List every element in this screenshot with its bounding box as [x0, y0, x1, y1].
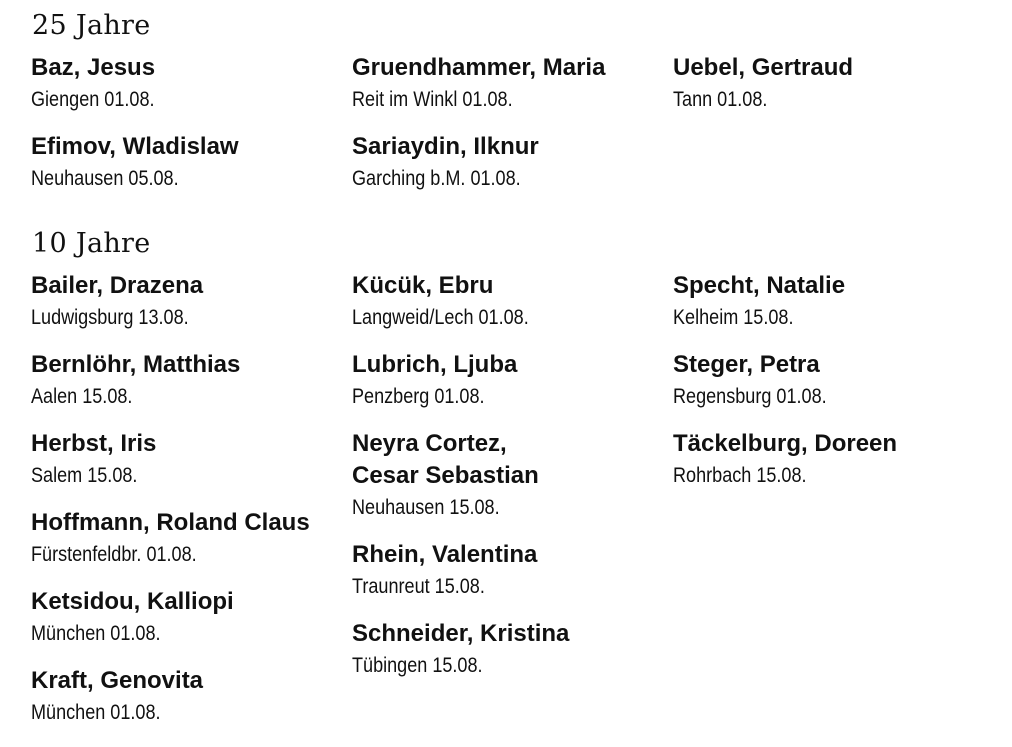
list-item — [31, 52, 351, 116]
employee-detail: Penzberg 01.08. — [352, 385, 485, 408]
employee-name: Efimov, Wladislaw — [31, 133, 239, 160]
list-item — [352, 349, 672, 413]
employee-detail: Neuhausen 15.08. — [352, 496, 500, 519]
employee-name: Rhein, Valentina — [352, 541, 538, 568]
employee-name: Bailer, Drazena — [31, 272, 204, 299]
employee-detail: Fürstenfeldbr. 01.08. — [31, 543, 197, 566]
list-item — [673, 52, 993, 116]
column-10-3 — [673, 270, 993, 507]
employee-name: Hoffmann, Roland Claus — [31, 509, 310, 536]
employee-detail: Regensburg 01.08. — [673, 385, 827, 408]
employee-name: Bernlöhr, Matthias — [31, 351, 241, 378]
column-25-1 — [31, 52, 351, 210]
employee-name: Steger, Petra — [673, 351, 820, 378]
employee-detail: Giengen 01.08. — [31, 88, 155, 111]
list-item — [31, 507, 351, 571]
employee-detail: Salem 15.08. — [31, 464, 138, 487]
employee-name: Gruendhammer, Maria — [352, 54, 606, 81]
section-heading-10-jahre: 10 Jahre — [32, 228, 151, 259]
employee-detail: Aalen 15.08. — [31, 385, 133, 408]
employee-detail: München 01.08. — [31, 701, 161, 724]
employee-name: Täckelburg, Doreen — [673, 430, 898, 457]
section-heading-25-jahre: 25 Jahre — [32, 10, 151, 41]
list-item — [352, 618, 672, 682]
employee-detail: Langweid/Lech 01.08. — [352, 306, 529, 329]
employee-name: Uebel, Gertraud — [673, 54, 854, 81]
column-10-1 — [31, 270, 351, 744]
list-item — [352, 428, 672, 524]
employee-detail: Rohrbach 15.08. — [673, 464, 807, 487]
list-item — [31, 349, 351, 413]
employee-name: Baz, Jesus — [31, 54, 156, 81]
list-item — [352, 539, 672, 603]
employee-name: Ketsidou, Kalliopi — [31, 588, 234, 615]
employee-name-continued: Cesar Sebastian — [352, 462, 539, 489]
list-item — [31, 428, 351, 492]
employee-detail: Ludwigsburg 13.08. — [31, 306, 189, 329]
employee-detail: Garching b.M. 01.08. — [352, 167, 521, 190]
employee-name: Specht, Natalie — [673, 272, 846, 299]
list-item — [31, 586, 351, 650]
employee-name: Kraft, Genovita — [31, 667, 204, 694]
column-25-3 — [673, 52, 993, 131]
column-10-2 — [352, 270, 672, 697]
employee-name: Herbst, Iris — [31, 430, 157, 457]
column-25-2 — [352, 52, 672, 210]
employee-name: Kücük, Ebru — [352, 272, 494, 299]
employee-name: Sariaydin, Ilknur — [352, 133, 539, 160]
employee-detail: Kelheim 15.08. — [673, 306, 794, 329]
list-item — [31, 131, 351, 195]
employee-name: Neyra Cortez, — [352, 430, 507, 457]
employee-detail: Reit im Winkl 01.08. — [352, 88, 513, 111]
list-item — [673, 270, 993, 334]
list-item — [673, 428, 993, 492]
employee-detail: Neuhausen 05.08. — [31, 167, 179, 190]
employee-detail: Traunreut 15.08. — [352, 575, 485, 598]
employee-name: Schneider, Kristina — [352, 620, 570, 647]
employee-detail: Tübingen 15.08. — [352, 654, 483, 677]
list-item — [352, 131, 672, 195]
employee-detail: Tann 01.08. — [673, 88, 768, 111]
list-item — [673, 349, 993, 413]
employee-detail: München 01.08. — [31, 622, 161, 645]
list-item — [352, 52, 672, 116]
list-item — [31, 665, 351, 729]
employee-name: Lubrich, Ljuba — [352, 351, 518, 378]
list-item — [352, 270, 672, 334]
list-item — [31, 270, 351, 334]
